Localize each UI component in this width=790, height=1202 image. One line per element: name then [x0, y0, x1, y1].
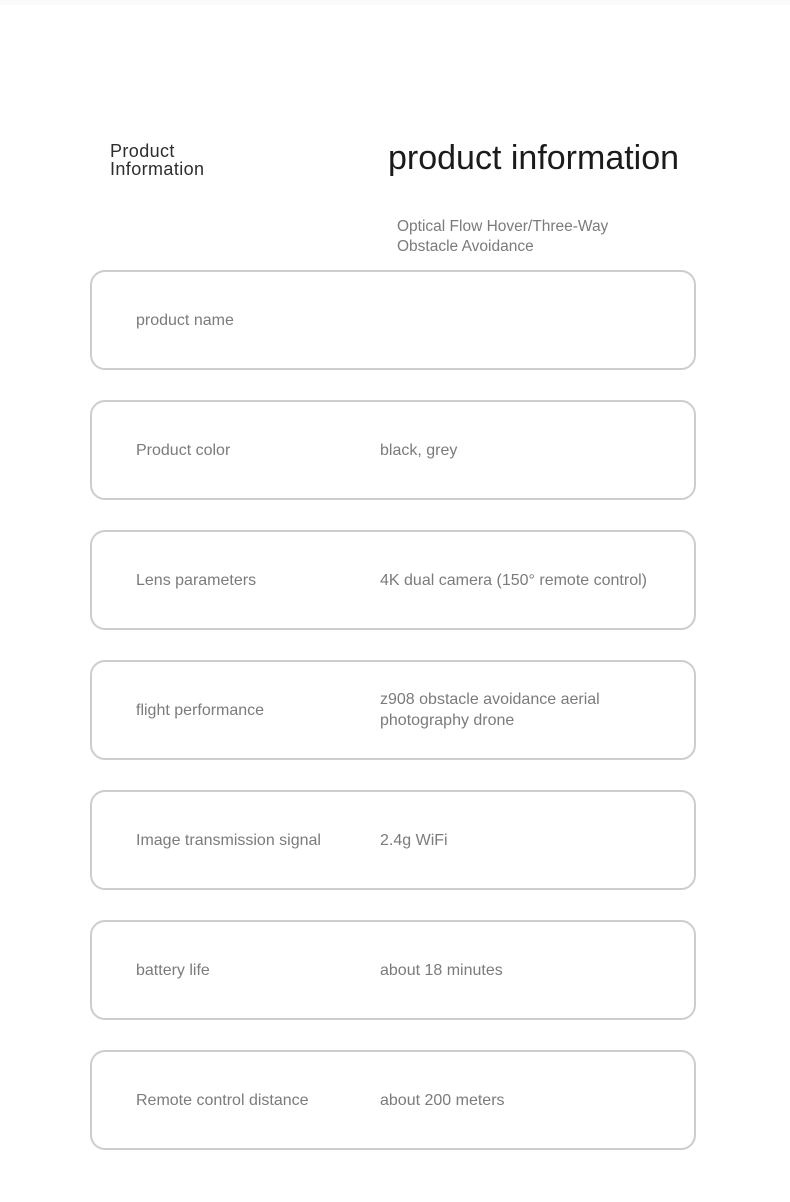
spec-card-product-color [90, 400, 696, 500]
brand-logo [110, 142, 204, 178]
spec-label: battery life [136, 961, 210, 979]
spec-label: product name [136, 311, 234, 329]
spec-label: Product color [136, 441, 231, 459]
spec-card-list [90, 270, 696, 1180]
spec-card-remote-distance [90, 1050, 696, 1150]
product-subtitle [397, 217, 608, 257]
product-subtitle-line1: Optical Flow Hover/Three-Way [397, 218, 609, 235]
spec-value: z908 obstacle avoidance aerial photography drone [380, 691, 600, 729]
spec-label: Remote control distance [136, 1091, 309, 1109]
brand-logo-line2: Information [110, 159, 205, 179]
top-divider [0, 0, 790, 5]
spec-value: about 200 meters [380, 1091, 505, 1109]
spec-value: black, grey [380, 441, 458, 459]
spec-card-image-transmission [90, 790, 696, 890]
product-subtitle-line2: Obstacle Avoidance [397, 238, 534, 255]
spec-card-flight-performance [90, 660, 696, 760]
page-title: product information [388, 139, 680, 177]
spec-label: flight performance [136, 701, 265, 719]
brand-logo-line1: Product [110, 141, 175, 161]
spec-label: Image transmission signal [136, 831, 321, 849]
spec-card-product-name [90, 270, 696, 370]
spec-card-battery-life [90, 920, 696, 1020]
spec-value: 4K dual camera (150° remote control) [380, 571, 647, 589]
spec-card-lens-parameters [90, 530, 696, 630]
spec-value: about 18 minutes [380, 961, 503, 979]
spec-label: Lens parameters [136, 571, 257, 589]
spec-value: 2.4g WiFi [380, 831, 448, 849]
